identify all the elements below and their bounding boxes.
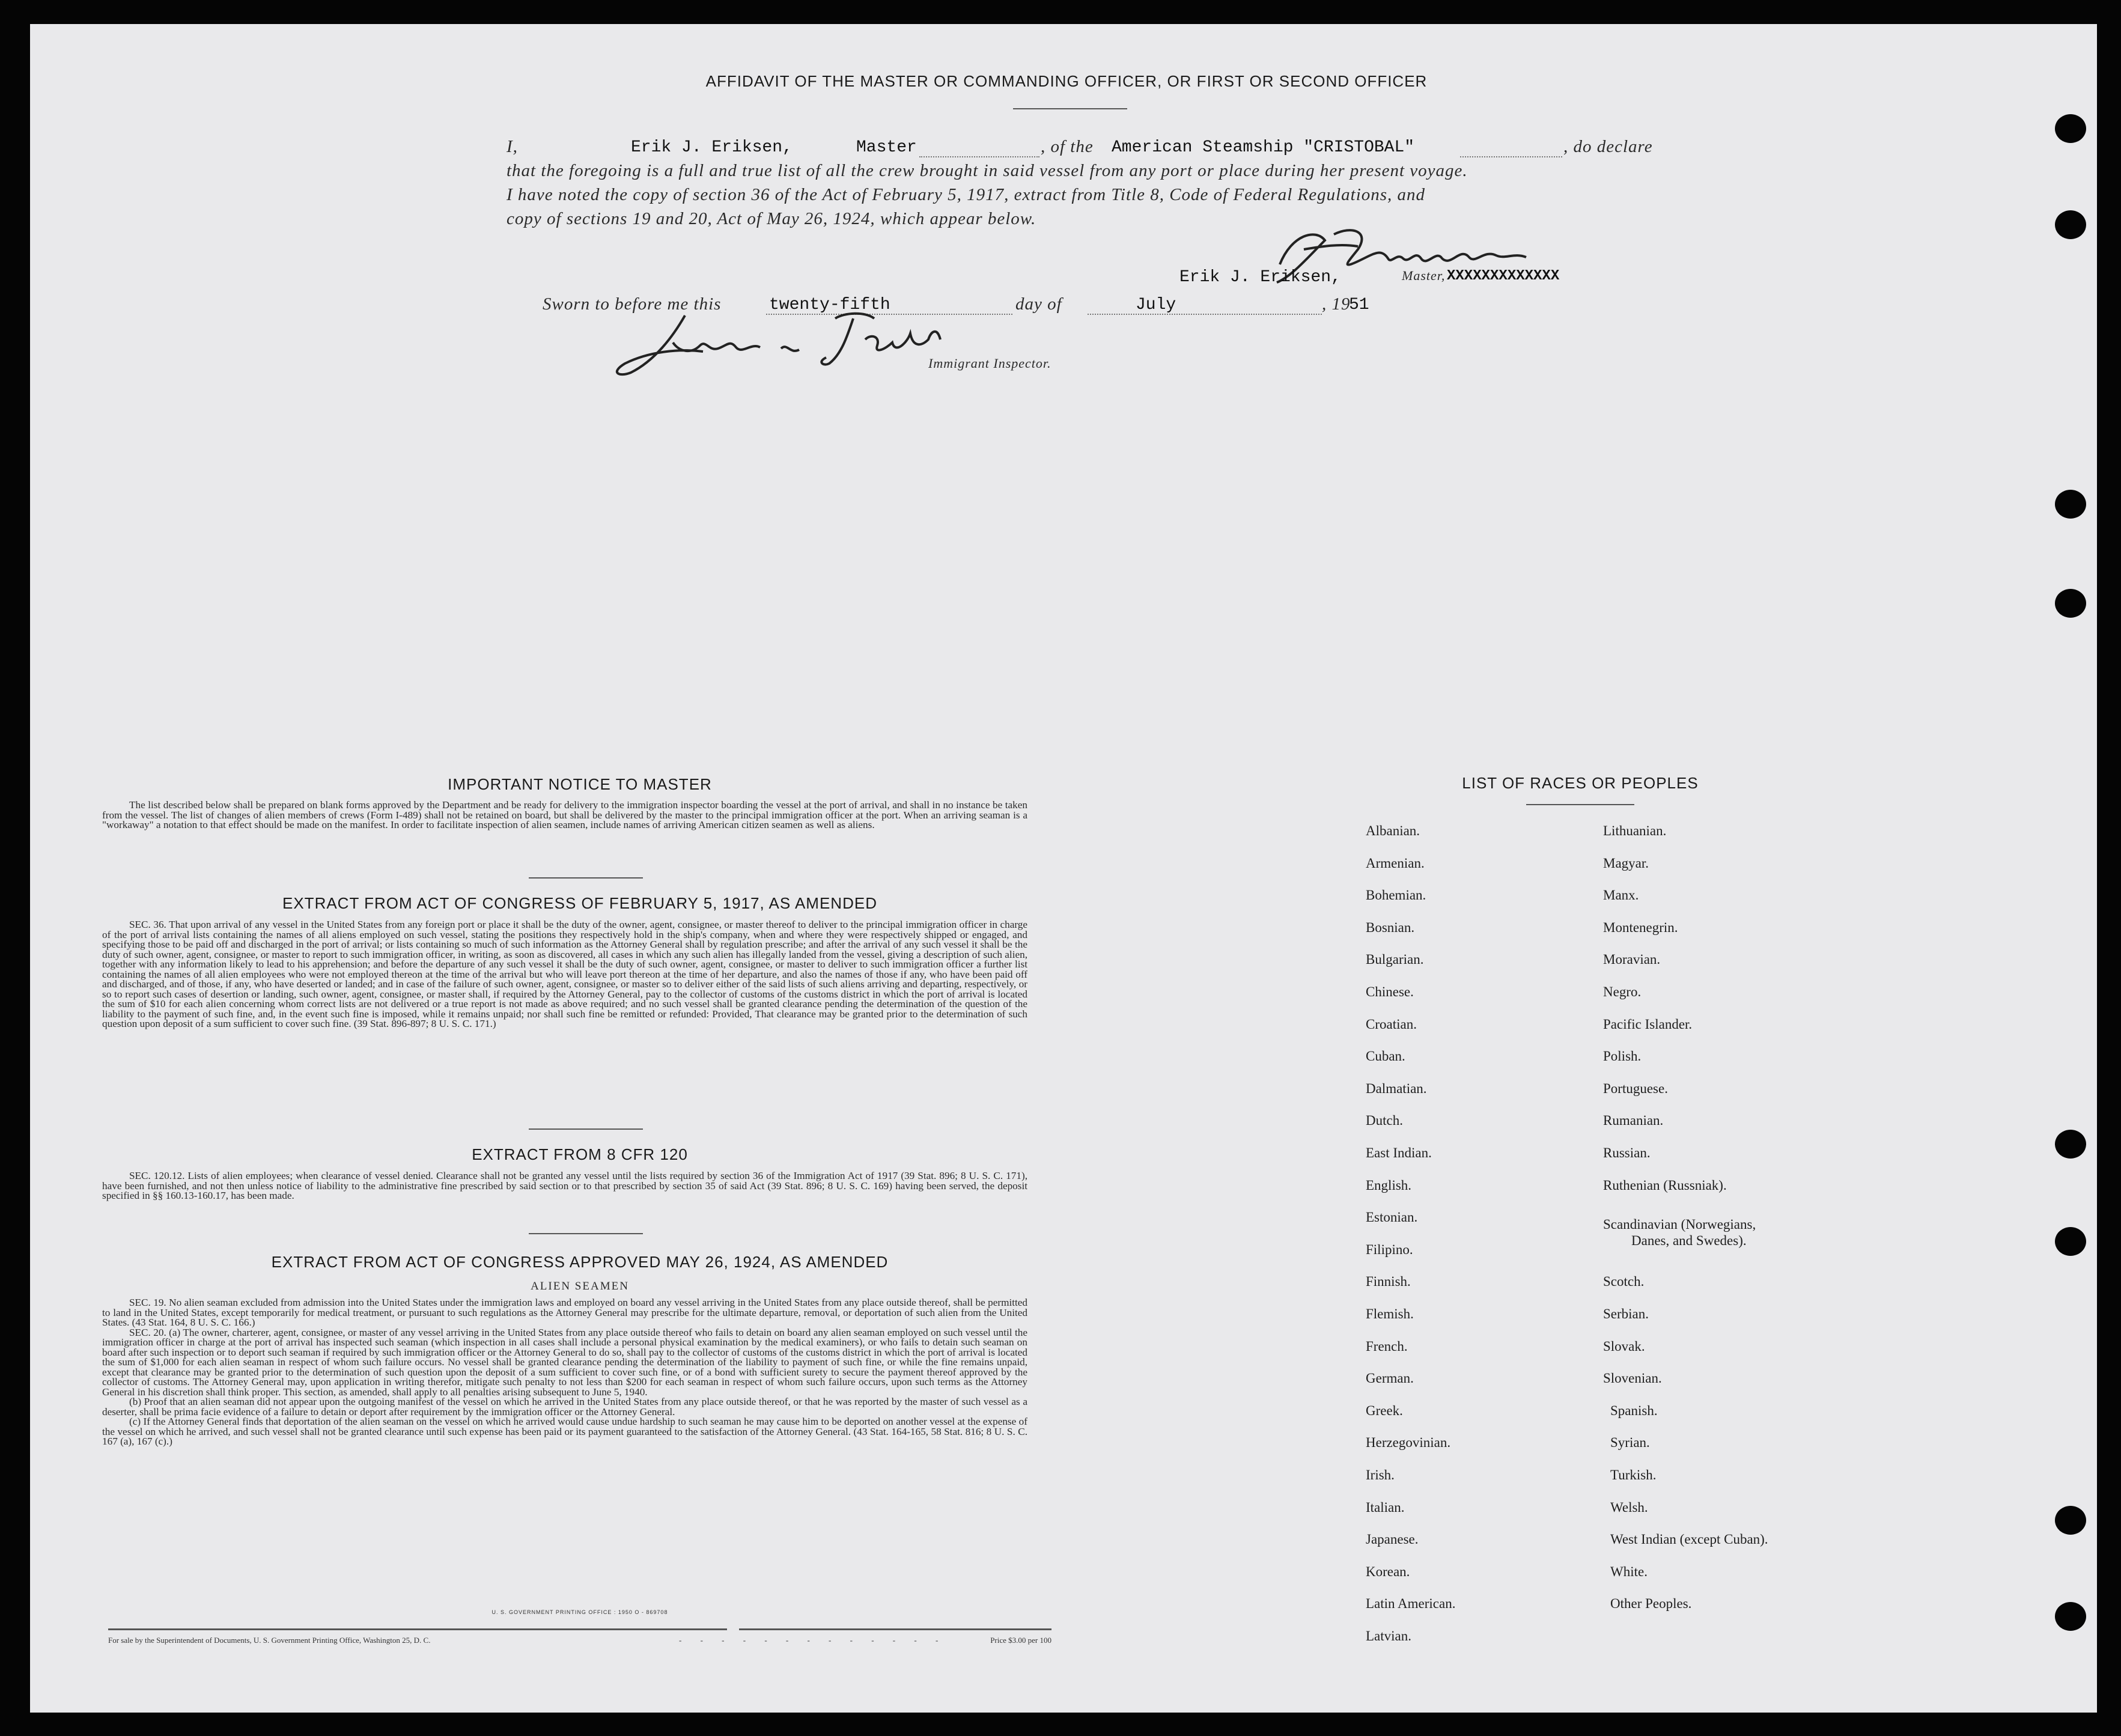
year-prefix: , 19 [1322, 294, 1351, 314]
affidavit-page [30, 24, 2097, 1713]
race-right-item: Serbian. [1603, 1306, 1649, 1321]
race-right-item: Montenegrin. [1603, 920, 1678, 935]
race-left-item: Greek. [1366, 1403, 1403, 1418]
race-left-item: Chinese. [1366, 984, 1414, 999]
notice-rule [529, 877, 643, 879]
signer-name: Erik J. Eriksen, [1179, 268, 1341, 287]
race-left-item: Bohemian. [1366, 888, 1426, 903]
punch-hole [2055, 114, 2086, 143]
punch-hole [2055, 1602, 2086, 1631]
race-right-item: Slovak. [1603, 1339, 1645, 1354]
inspector-label: Immigrant Inspector. [928, 356, 1051, 371]
month-dotline [1088, 314, 1322, 315]
race-left-item: Latin American. [1366, 1596, 1456, 1611]
race-left-item: Dutch. [1366, 1113, 1403, 1128]
race-right-item: Portuguese. [1603, 1081, 1668, 1096]
extract-1924-body [102, 1298, 1027, 1447]
punch-hole [2055, 1227, 2086, 1256]
extract-cfr-heading: EXTRACT FROM 8 CFR 120 [472, 1145, 688, 1163]
race-left-item: Filipino. [1366, 1242, 1413, 1257]
title-rule [1013, 108, 1127, 109]
sale-dashes: - - - - - - - - - - - - - [679, 1636, 947, 1645]
extract-1917-rule [529, 1128, 643, 1130]
notice-heading: IMPORTANT NOTICE TO MASTER [448, 775, 712, 793]
race-left-item: Albanian. [1366, 823, 1420, 838]
race-right-item: White. [1610, 1564, 1648, 1579]
race-right-item: Negro. [1603, 984, 1642, 999]
rank-dotline [919, 156, 1039, 157]
extract-cfr-body: SEC. 120.12. Lists of alien employees; when clearance of vessel denied. Clearance shall not be granted any vessel until the lists required by section 36 of the Immigration Act of 1917 (39 Stat. 896; 8 U. S. C. 171), have been furnished, and not then unless notice of liability to the administrative fine prescribed by said section or to that prescribed by section 35 of said Act (39 Stat. 896; 8 U. S. C. 169) having been served, the deposit specified in §§ 160.13-160.17, has been made. [102, 1170, 1027, 1201]
race-right-item: Other Peoples. [1610, 1596, 1692, 1611]
declaration-line-3: I have noted the copy of section 36 of the Act of February 5, 1917, extract from Title 8, Code of Federal Regulations, and [507, 185, 1426, 204]
race-right-item: West Indian (except Cuban). [1610, 1532, 1768, 1547]
race-right-item: Lithuanian. [1603, 823, 1667, 838]
race-right-item: Pacific Islander. [1603, 1017, 1693, 1032]
section-20a-paragraph: SEC. 20. (a) The owner, charterer, agent, consignee, or master of any vessel arriving in the United States from any place outside thereof who fails to detain on board any alien seaman employed on such vessel until the immigration officer in charge at the port of arrival has inspected such seaman (which inspection in all cases shall include a personal physical examination by the medical examiners), or who fails to detain such seaman on board after such inspection or to deport such seaman if required by such immigration officer or the Attorney General to do so, shall pay to the collector of customs of the customs district in which the port of arrival is located the sum of $1,000 for each alien seaman in respect of whom such failure occurs. No vessel shall be granted clearance pending the determination of the liability to payment of such fine, or while the fine remains unpaid, except that clearance may be granted prior to the determination of such question upon the deposit of a sum sufficient to cover such fine, or of a bond with sufficient surety to secure the payment thereof approved by the collector of customs. The Attorney General may, upon application in writing therefor, mitigate such penalty to not less than $200 for each seaman in respect of whom such failure occurs, upon such terms as the Attorney General in his discretion shall think proper. This section, as amended, shall apply to all penalties arising subsequent to June 5, 1940. [102, 1326, 1027, 1398]
race-right-item: Turkish. [1610, 1467, 1657, 1482]
vessel-name: American Steamship "CRISTOBAL" [1112, 138, 1415, 157]
declaration-line-2: that the foregoing is a full and true list of all the crew brought in said vessel from any port or place during her present voyage. [507, 161, 1468, 180]
race-right-item: Manx. [1603, 888, 1639, 903]
affidavit-title: AFFIDAVIT OF THE MASTER OR COMMANDING OFFICER, OR FIRST OR SECOND OFFICER [705, 72, 1428, 90]
extract-cfr-rule [529, 1233, 643, 1234]
extract-1924-heading: EXTRACT FROM ACT OF CONGRESS APPROVED MAY 26, 1924, AS AMENDED [271, 1253, 889, 1271]
race-right-item: Syrian. [1610, 1435, 1650, 1450]
race-left-item: French. [1366, 1339, 1408, 1354]
master-name: Erik J. Eriksen, [631, 138, 793, 157]
declaration-i: I, [507, 137, 518, 156]
extract-1917-body: SEC. 36. That upon arrival of any vessel in the United States from any foreign port or place it shall be the duty of the owner, agent, consignee, or master thereof to deliver to the principal immigration officer in charge of the port of arrival lists containing the names of all aliens employed on such vessel, stating the positions they respectively hold in the ship's company, when and where they were respectively shipped or engaged, and specifying those to be paid off and discharged in the port of arrival; or lists containing so much of such information as the Attorney General shall by regulation prescribe; and after the arrival of any such vessel it shall be the duty of such owner, agent, consignee, or master to report to such immigration officer, in writing, as soon as discovered, all cases in which any such alien has illegally landed from the vessel, giving a description of such alien, together with any information likely to lead to his apprehension; and before the departure of any such vessel it shall be the duty of such owner, agent, consignee, or master to deliver to such immigration officer a further list containing the names of all alien employees who were not employed thereon at the time of the arrival but who will leave port thereon at the time of her departure, and also the names of those if any, who have been paid off and discharged, and of those, if any, who have deserted or landed; and in case of the failure of such owner, agent, consignee, or master so to deliver either of the said lists of such aliens arriving and departing, respectively, or so to report such cases of desertion or landing, such owner, agent, consignee, or master shall, if required by the Attorney General, pay to the collector of customs of the customs district in which the port of arrival is located the sum of $10 for each alien concerning whom correct lists are not delivered or a true report is not made as above required; and no such vessel shall be granted clearance pending the determination of the question of the liability to the payment of such fine, and, in the event such fine is imposed, while it remains unpaid; nor shall such fine be remitted or refunded: Provided, That clearance may be granted prior to the determination of such question upon deposit of a sum sufficient to cover such fine. (39 Stat. 896-897; 8 U. S. C. 171.) [102, 919, 1027, 1029]
race-left-item: Irish. [1366, 1467, 1395, 1482]
race-left-item: Cuban. [1366, 1049, 1405, 1064]
of-the-text: , of the [1041, 137, 1094, 156]
inspector-signature [607, 306, 979, 385]
extract-1917-heading: EXTRACT FROM ACT OF CONGRESS OF FEBRUARY 5, 1917, AS AMENDED [282, 894, 877, 912]
race-right-item: Russian. [1603, 1145, 1651, 1160]
races-heading: LIST OF RACES OR PEOPLES [1462, 774, 1699, 792]
sworn-day: twenty-fifth [769, 296, 890, 314]
race-left-item: Herzegovinian. [1366, 1435, 1451, 1450]
master-rank: Master [856, 138, 917, 157]
race-left-item: Latvian. [1366, 1628, 1411, 1643]
race-left-item: Bulgarian. [1366, 952, 1424, 967]
race-right-item: Spanish. [1610, 1403, 1658, 1418]
races-rule [1526, 804, 1634, 805]
master-label: Master, [1402, 268, 1446, 283]
race-right-item: Moravian. [1603, 952, 1661, 967]
race-left-item: Japanese. [1366, 1532, 1419, 1547]
sworn-text: Sworn to before me this [543, 294, 722, 314]
section-20b-paragraph: (b) Proof that an alien seaman did not appear upon the outgoing manifest of the vessel on which he arrived in the United States from any place outside thereof, or that he was reported by the master of such vessel as a deserter, shall be prima facie evidence of a failure to detain or deport after requirement by the immigration officer or the Attorney General. [102, 1396, 1027, 1418]
footer-rule-left [108, 1628, 727, 1630]
race-right-item: Rumanian. [1603, 1113, 1664, 1128]
gpo-line: U. S. GOVERNMENT PRINTING OFFICE : 1950 O - 869708 [491, 1609, 668, 1615]
race-right-item: Slovenian. [1603, 1371, 1662, 1386]
race-right-item: Polish. [1603, 1049, 1642, 1064]
race-left-item: Dalmatian. [1366, 1081, 1427, 1096]
punch-hole [2055, 1506, 2086, 1535]
race-left-item: Croatian. [1366, 1017, 1417, 1032]
race-left-item: Finnish. [1366, 1274, 1411, 1289]
race-left-item: East Indian. [1366, 1145, 1432, 1160]
race-left-item: Flemish. [1366, 1306, 1414, 1321]
race-left-item: German. [1366, 1371, 1414, 1386]
punch-hole [2055, 1130, 2086, 1159]
do-declare-text: , do declare [1563, 137, 1653, 156]
race-right-item: Scotch. [1603, 1274, 1645, 1289]
punch-hole [2055, 210, 2086, 239]
race-left-item: Bosnian. [1366, 920, 1415, 935]
footer-rule-right [739, 1628, 1051, 1630]
race-left-item: Estonian. [1366, 1210, 1418, 1225]
punch-hole [2055, 589, 2086, 618]
day-of-text: day of [1015, 294, 1062, 314]
race-left-item: Italian. [1366, 1500, 1405, 1515]
race-right-item: Ruthenian (Russniak). [1603, 1178, 1727, 1193]
declaration-line-4: copy of sections 19 and 20, Act of May 26, 1924, which appear below. [507, 209, 1036, 228]
sworn-year: 51 [1349, 296, 1369, 314]
race-right-item: Danes, and Swedes). [1631, 1233, 1747, 1248]
race-left-item: English. [1366, 1178, 1412, 1193]
notice-body: The list described below shall be prepared on blank forms approved by the Department and be ready for delivery to the immigration inspector boarding the vessel at the port of arrival, and shall in no instance be taken from the vessel. The list of changes of alien members of crews (Form I-489) shall not be retained on board, but shall be delivered by the master to the principal immigration officer at the port. When an arriving seaman is a "workaway" a notation to that effect should be made on the manifest. In order to facilitate inspection of alien seamen, include names of arriving American citizen seamen as well as aliens. [102, 799, 1027, 830]
sworn-month: July [1136, 296, 1176, 314]
race-left-item: Korean. [1366, 1564, 1410, 1579]
section-20c-paragraph: (c) If the Attorney General finds that deportation of the alien seaman on the vessel on which he arrived would cause undue hardship to such seaman he may cause him to be deported on another vessel at the expense of the vessel on which he arrived, and such vessel shall not be granted clearance until such expense has been paid or its payment guaranteed to the satisfaction of the Attorney General. (43 Stat. 164-165, 58 Stat. 816; 8 U. S. C. 167 (a), 167 (c).) [102, 1416, 1027, 1447]
section-19-paragraph: SEC. 19. No alien seaman excluded from admission into the United States under the immigration laws and employed on board any vessel arriving in the United States from any place outside thereof, shall be permitted to land in the United States, except temporarily for medical treatment, or pursuant to such regulations as the Attorney General may prescribe for the ultimate departure, removal, or deportation of such alien from the United States. (43 Stat. 164, 8 U. S. C. 166.) [102, 1297, 1027, 1328]
race-right-item: Magyar. [1603, 856, 1649, 871]
price-line: Price $3.00 per 100 [990, 1636, 1051, 1645]
race-right-item: Scandinavian (Norwegians, [1603, 1217, 1756, 1232]
punch-hole [2055, 490, 2086, 519]
struck-out-title: XXXXXXXXXXXXX [1447, 268, 1560, 284]
alien-seamen-subheading: ALIEN SEAMEN [531, 1280, 629, 1293]
race-left-item: Armenian. [1366, 856, 1425, 871]
race-right-item: Welsh. [1610, 1500, 1648, 1515]
sale-line: For sale by the Superintendent of Documents, U. S. Government Printing Office, Washington 25, D. C. [108, 1636, 431, 1645]
vessel-dotline [1460, 156, 1562, 157]
